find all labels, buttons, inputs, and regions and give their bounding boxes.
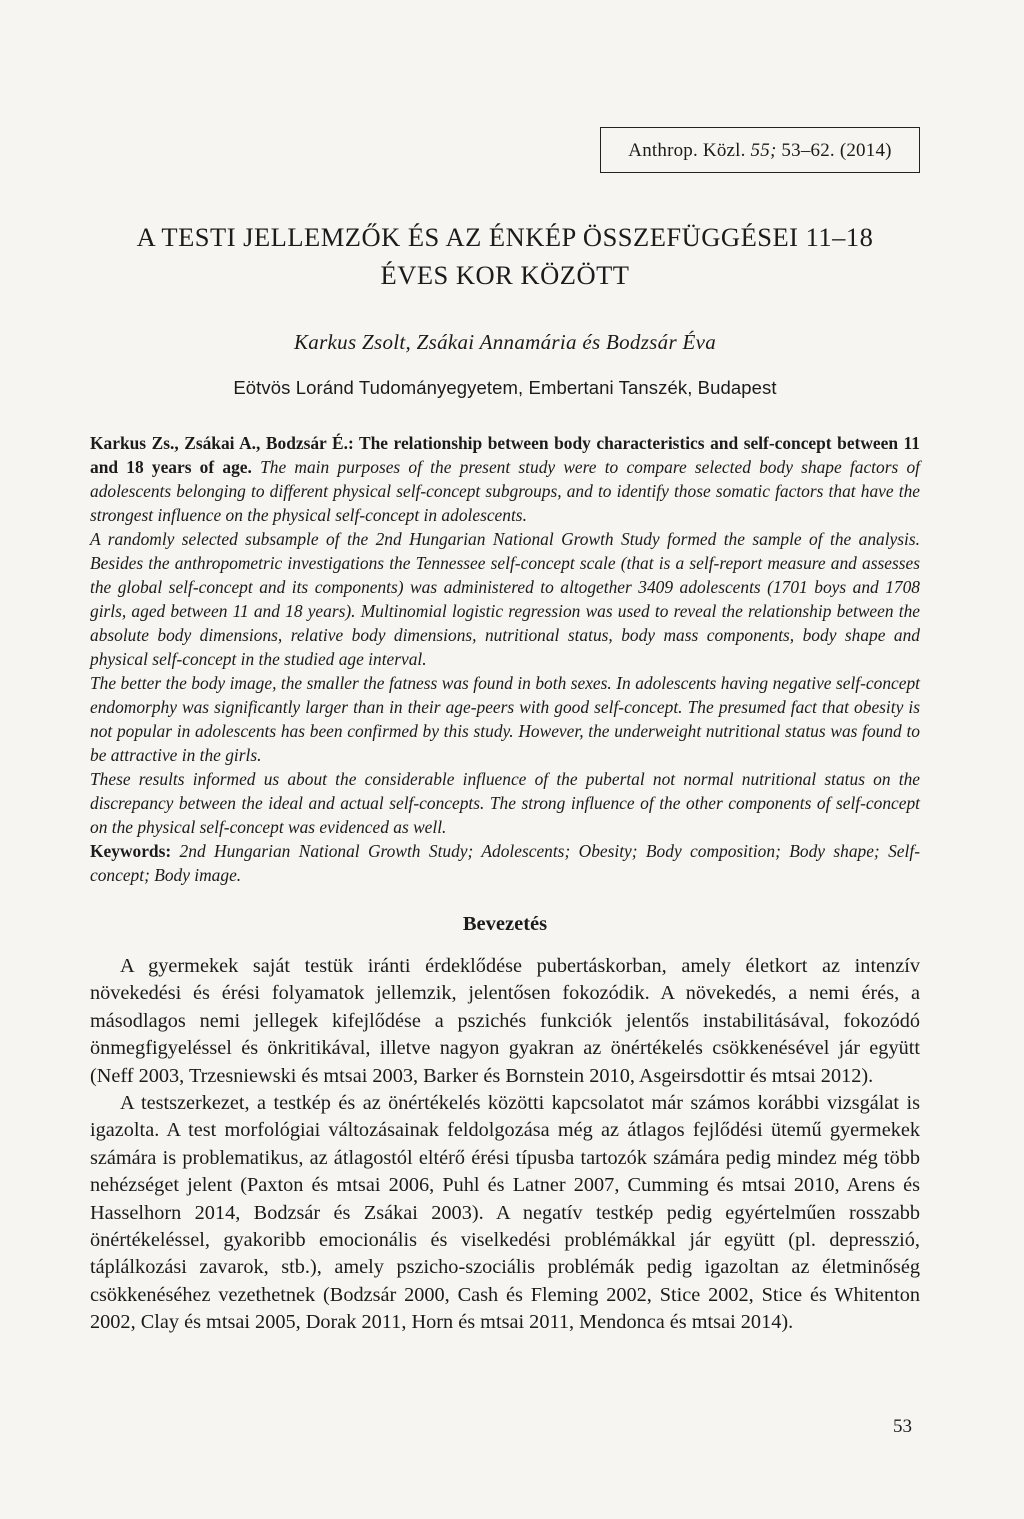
journal-prefix: Anthrop. Közl. [628, 140, 751, 161]
section-heading: Bevezetés [462, 913, 548, 935]
body-paragraph-1: A gyermekek saját testük iránti érdeklődése pubertáskorban, amely életkort az intenzív növekedési és érési folyamatok jellemzik, jelentősen fokozódik. A növekedés, a nemi érés, a másodlagos nemi jellegek kifejlődése a pszichés funkciók jelentős instabilitásával, fokozódó önmegfigyeléssel és önkritikával, illetve nagyon gyakran az önértékelés csökkenésével jár együtt (Neff 2003, Trzesniewski és mtsai 2003, Barker és Bornstein 2010, Asgeirsdottir és mtsai 2012). [90, 955, 920, 1087]
journal-pages-year: 53–62. (2014) [776, 140, 892, 161]
body-text [90, 953, 920, 1337]
article-authors: Karkus Zsolt, Zsákai Annamária és Bodzsár Éva [293, 330, 717, 354]
body-paragraph-2: A testszerkezet, a testkép és az önértékelés közötti kapcsolatot már számos korábbi vizsgálat is igazolta. A test morfológiai változásainak feldolgozása még az átlagos fejlődési ütemű gyermekek számára is problematikus, az átlagostól eltérő érési típusba tartozók számára pedig mindez még több nehézséget jelent (Paxton és mtsai 2006, Puhl és Latner 2007, Cumming és mtsai 2010, Arens és Hasselhorn 2014, Bodzsár és Zsákai 2003). A negatív testkép pedig egyértelműen rosszabb önértékeléssel, gyakoribb emocionális és viselkedési problémákkal jár együtt (pl. depresszió, táplálkozási zavarok, stb.), amely pszicho-szociális problémák pedig igazoltan az életminőség csökkenéséhez vezethetnek (Bodzsár 2000, Cash és Fleming 2002, Stice 2002, Stice és Whitenton 2002, Clay és mtsai 2005, Dorak 2011, Horn és mtsai 2011, Mendonca és mtsai 2014). [90, 1092, 920, 1334]
keywords-label: Keywords: [90, 841, 172, 861]
abstract-text-3: The better the body image, the smaller the fatness was found in both sexes. In adolescents having negative self-concept endomorphy was significantly larger than in their age-peers with good self-concept. The presumed fact that obesity is not popular in adolescents has been confirmed by this study. However, the underweight nutritional status was found to be attractive in the girls. [90, 673, 920, 765]
abstract-text-2: A randomly selected subsample of the 2nd Hungarian National Growth Study formed the sample of the analysis. Besides the anthropometric investigations the Tennessee self-concept scale (that is a self-report measure and assesses the global self-concept and its components) was administered to altogether 3409 adolescents (1701 boys and 1708 girls, aged between 11 and 18 years). Multinomial logistic regression was used to reveal the relationship between the absolute body dimensions, relative body dimensions, nutritional status, body mass components, body shape and physical self-concept in the studied age interval. [90, 529, 920, 669]
keywords-list: 2nd Hungarian National Growth Study; Adolescents; Obesity; Body composition; Body shape; Self-concept; Body image. [90, 841, 920, 885]
article-title [90, 218, 920, 294]
abstract-paragraph-2 [90, 527, 920, 671]
abstract-reference: Karkus Zs., Zsákai A., Bodzsár É.: The relationship between body characteristics and self-concept between 11 and 18 years of age. [90, 433, 920, 477]
title-line-2: ÉVES KOR KÖZÖTT [380, 260, 630, 290]
journal-volume: 55; [750, 140, 777, 161]
abstract-paragraph-1 [90, 431, 920, 527]
abstract-text-4: These results informed us about the considerable influence of the pubertal not normal nutritional status on the discrepancy between the ideal and actual self-concepts. The strong influence of the other components of self-concept on the physical self-concept was evidenced as well. [90, 769, 920, 837]
abstract-text-1: The main purposes of the present study were to compare selected body shape factors of adolescents belonging to different physical self-concept subgroups, and to identify those somatic factors that have the strongest influence on the physical self-concept in adolescents. [90, 457, 920, 525]
journal-citation-box [600, 127, 920, 173]
article-affiliation: Eötvös Loránd Tudományegyetem, Embertani Tanszék, Budapest [233, 377, 777, 398]
title-line-1: A TESTI JELLEMZŐK ÉS AZ ÉNKÉP ÖSSZEFÜGGÉSEI 11–18 [136, 222, 874, 252]
keywords-paragraph [90, 839, 920, 887]
abstract-paragraph-3 [90, 671, 920, 767]
abstract-paragraph-4 [90, 767, 920, 839]
abstract [90, 431, 920, 887]
page-number: 53 [893, 1416, 912, 1437]
page [90, 0, 920, 1519]
